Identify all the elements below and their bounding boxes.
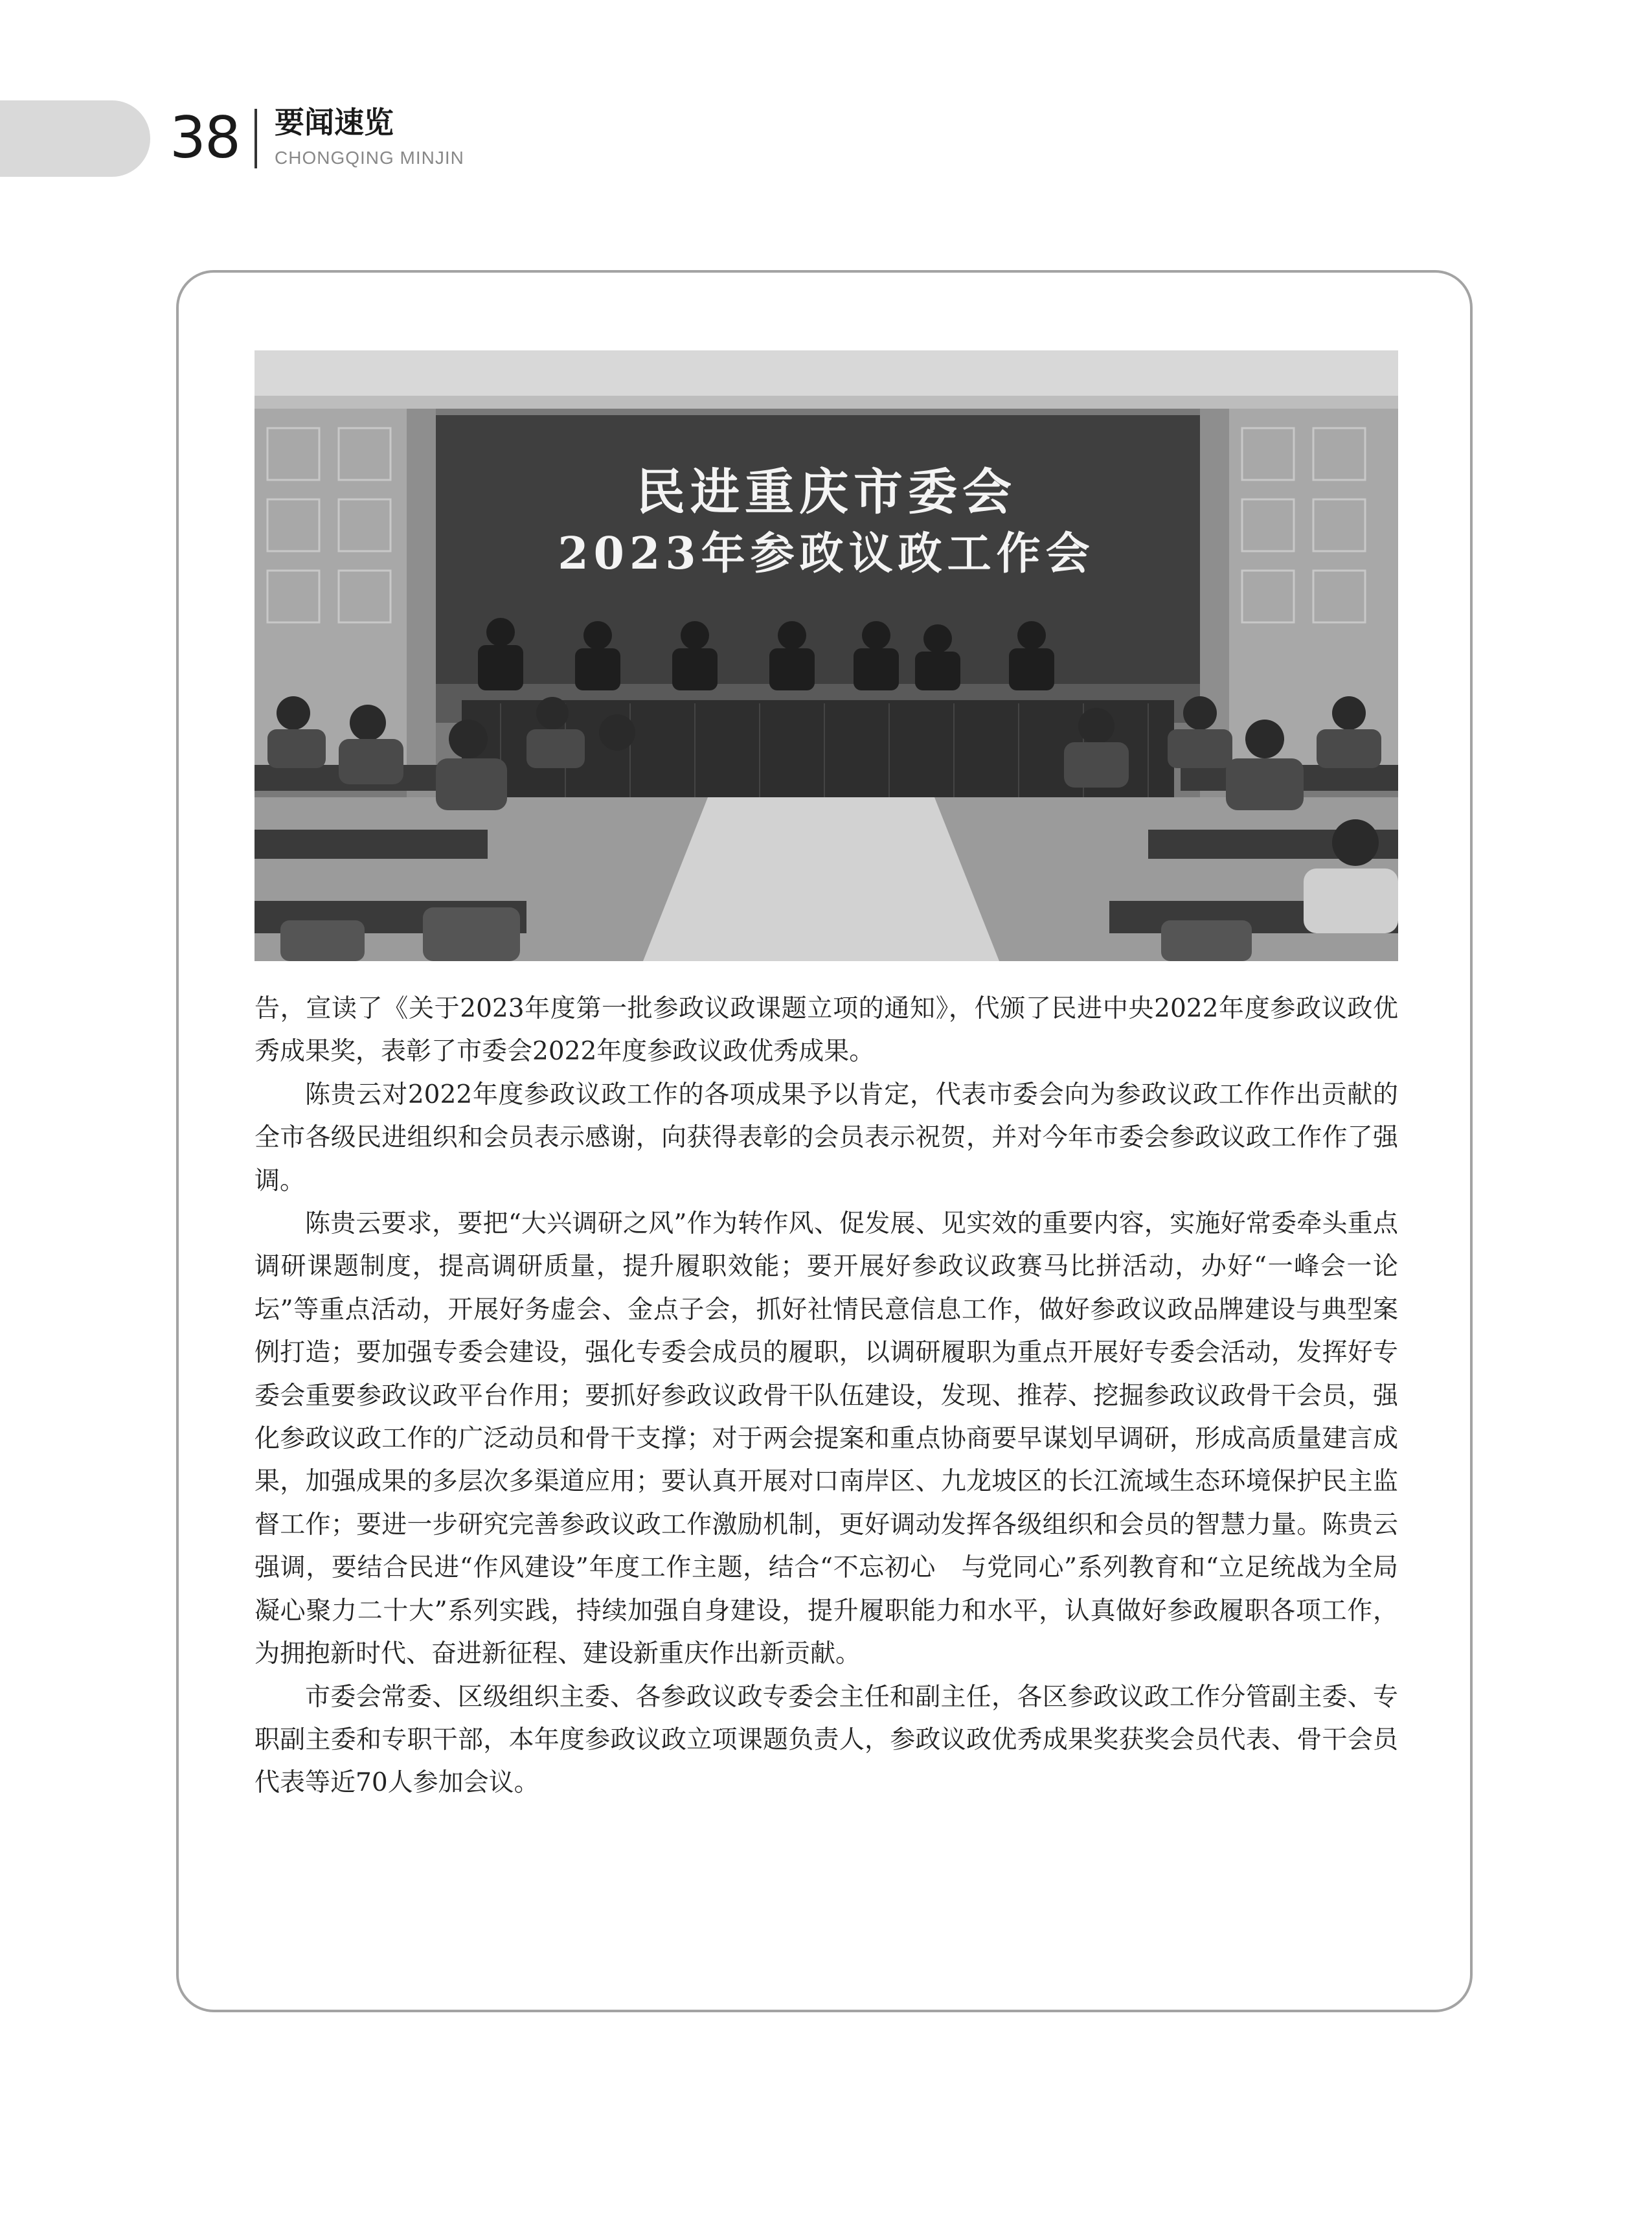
article-paragraph-3: 陈贵云要求，要把“大兴调研之风”作为转作风、促发展、见实效的重要内容，实施好常委牵头重点调研课题制度，提高调研质量，提升履职效能；要开展好参政议政赛马比拼活动，办好“一峰会一论坛”等重点活动，开展好务虚会、金点子会，抓好社情民意信息工作，做好参政议政品牌建设与典型案例打造；要加强专委会建设，强化专委会成员的履职，以调研履职为重点开展好专委会活动，发挥好专委会重要参政议政平台作用；要抓好参政议政骨干队伍建设，发现、推荐、挖掘参政议政骨干会员，强化参政议政工作的广泛动员和骨干支撑；对于两会提案和重点协商要早谋划早调研，形成高质量建言成果，加强成果的多层次多渠道应用；要认真开展对口南岸区、九龙坡区的长江流域生态环境保护民主监督工作；要进一步研究完善参政议政工作激励机制，更好调动发挥各级组织和会员的智慧力量。陈贵云强调，要结合民进“作风建设”年度工作主题，结合“不忘初心 与党同心”系列教育和“立足统战为全局 凝心聚力二十大”系列实践，持续加强自身建设，提升履职能力和水平，认真做好参政履职各项工作，为拥抱新时代、奋进新征程、建设新重庆作出新贡献。	[255, 1209, 1424, 1669]
banner-line-1: 民进重庆市委会	[636, 463, 1017, 521]
section-subtitle: CHONGQING MINJIN	[275, 148, 464, 168]
banner-line-2: 2023年参政议政工作会	[558, 528, 1095, 580]
header-divider	[255, 109, 257, 168]
meeting-photo-drawing	[255, 350, 1398, 961]
article-paragraph-4: 市委会常委、区级组织主委、各参政议政专委会主任和副主任，各区参政议政工作分管副主委、专职副主委和专职干部，本年度参政议政立项课题负责人，参政议政优秀成果奖获奖会员代表、骨干会员代表等近70人参加会议。	[255, 1682, 1398, 1798]
page-number: 38	[170, 104, 240, 171]
article-body	[255, 988, 1424, 1805]
article-paragraph-1: 告，宣读了《关于2023年度第一批参政议政课题立项的通知》，代颁了民进中央2022年度参政议政优秀成果奖，表彰了市委会2022年度参政议政优秀成果。	[255, 994, 1398, 1067]
section-title: 要闻速览	[275, 105, 394, 140]
article-paragraph-2: 陈贵云对2022年度参政议政工作的各项成果予以肯定，代表市委会向为参政议政工作作出贡献的全市各级民进组织和会员表示感谢，向获得表彰的会员表示祝贺，并对今年市委会参政议政工作作了强调。	[255, 1080, 1398, 1196]
meeting-photo	[255, 350, 1398, 961]
header-tab	[0, 100, 150, 177]
